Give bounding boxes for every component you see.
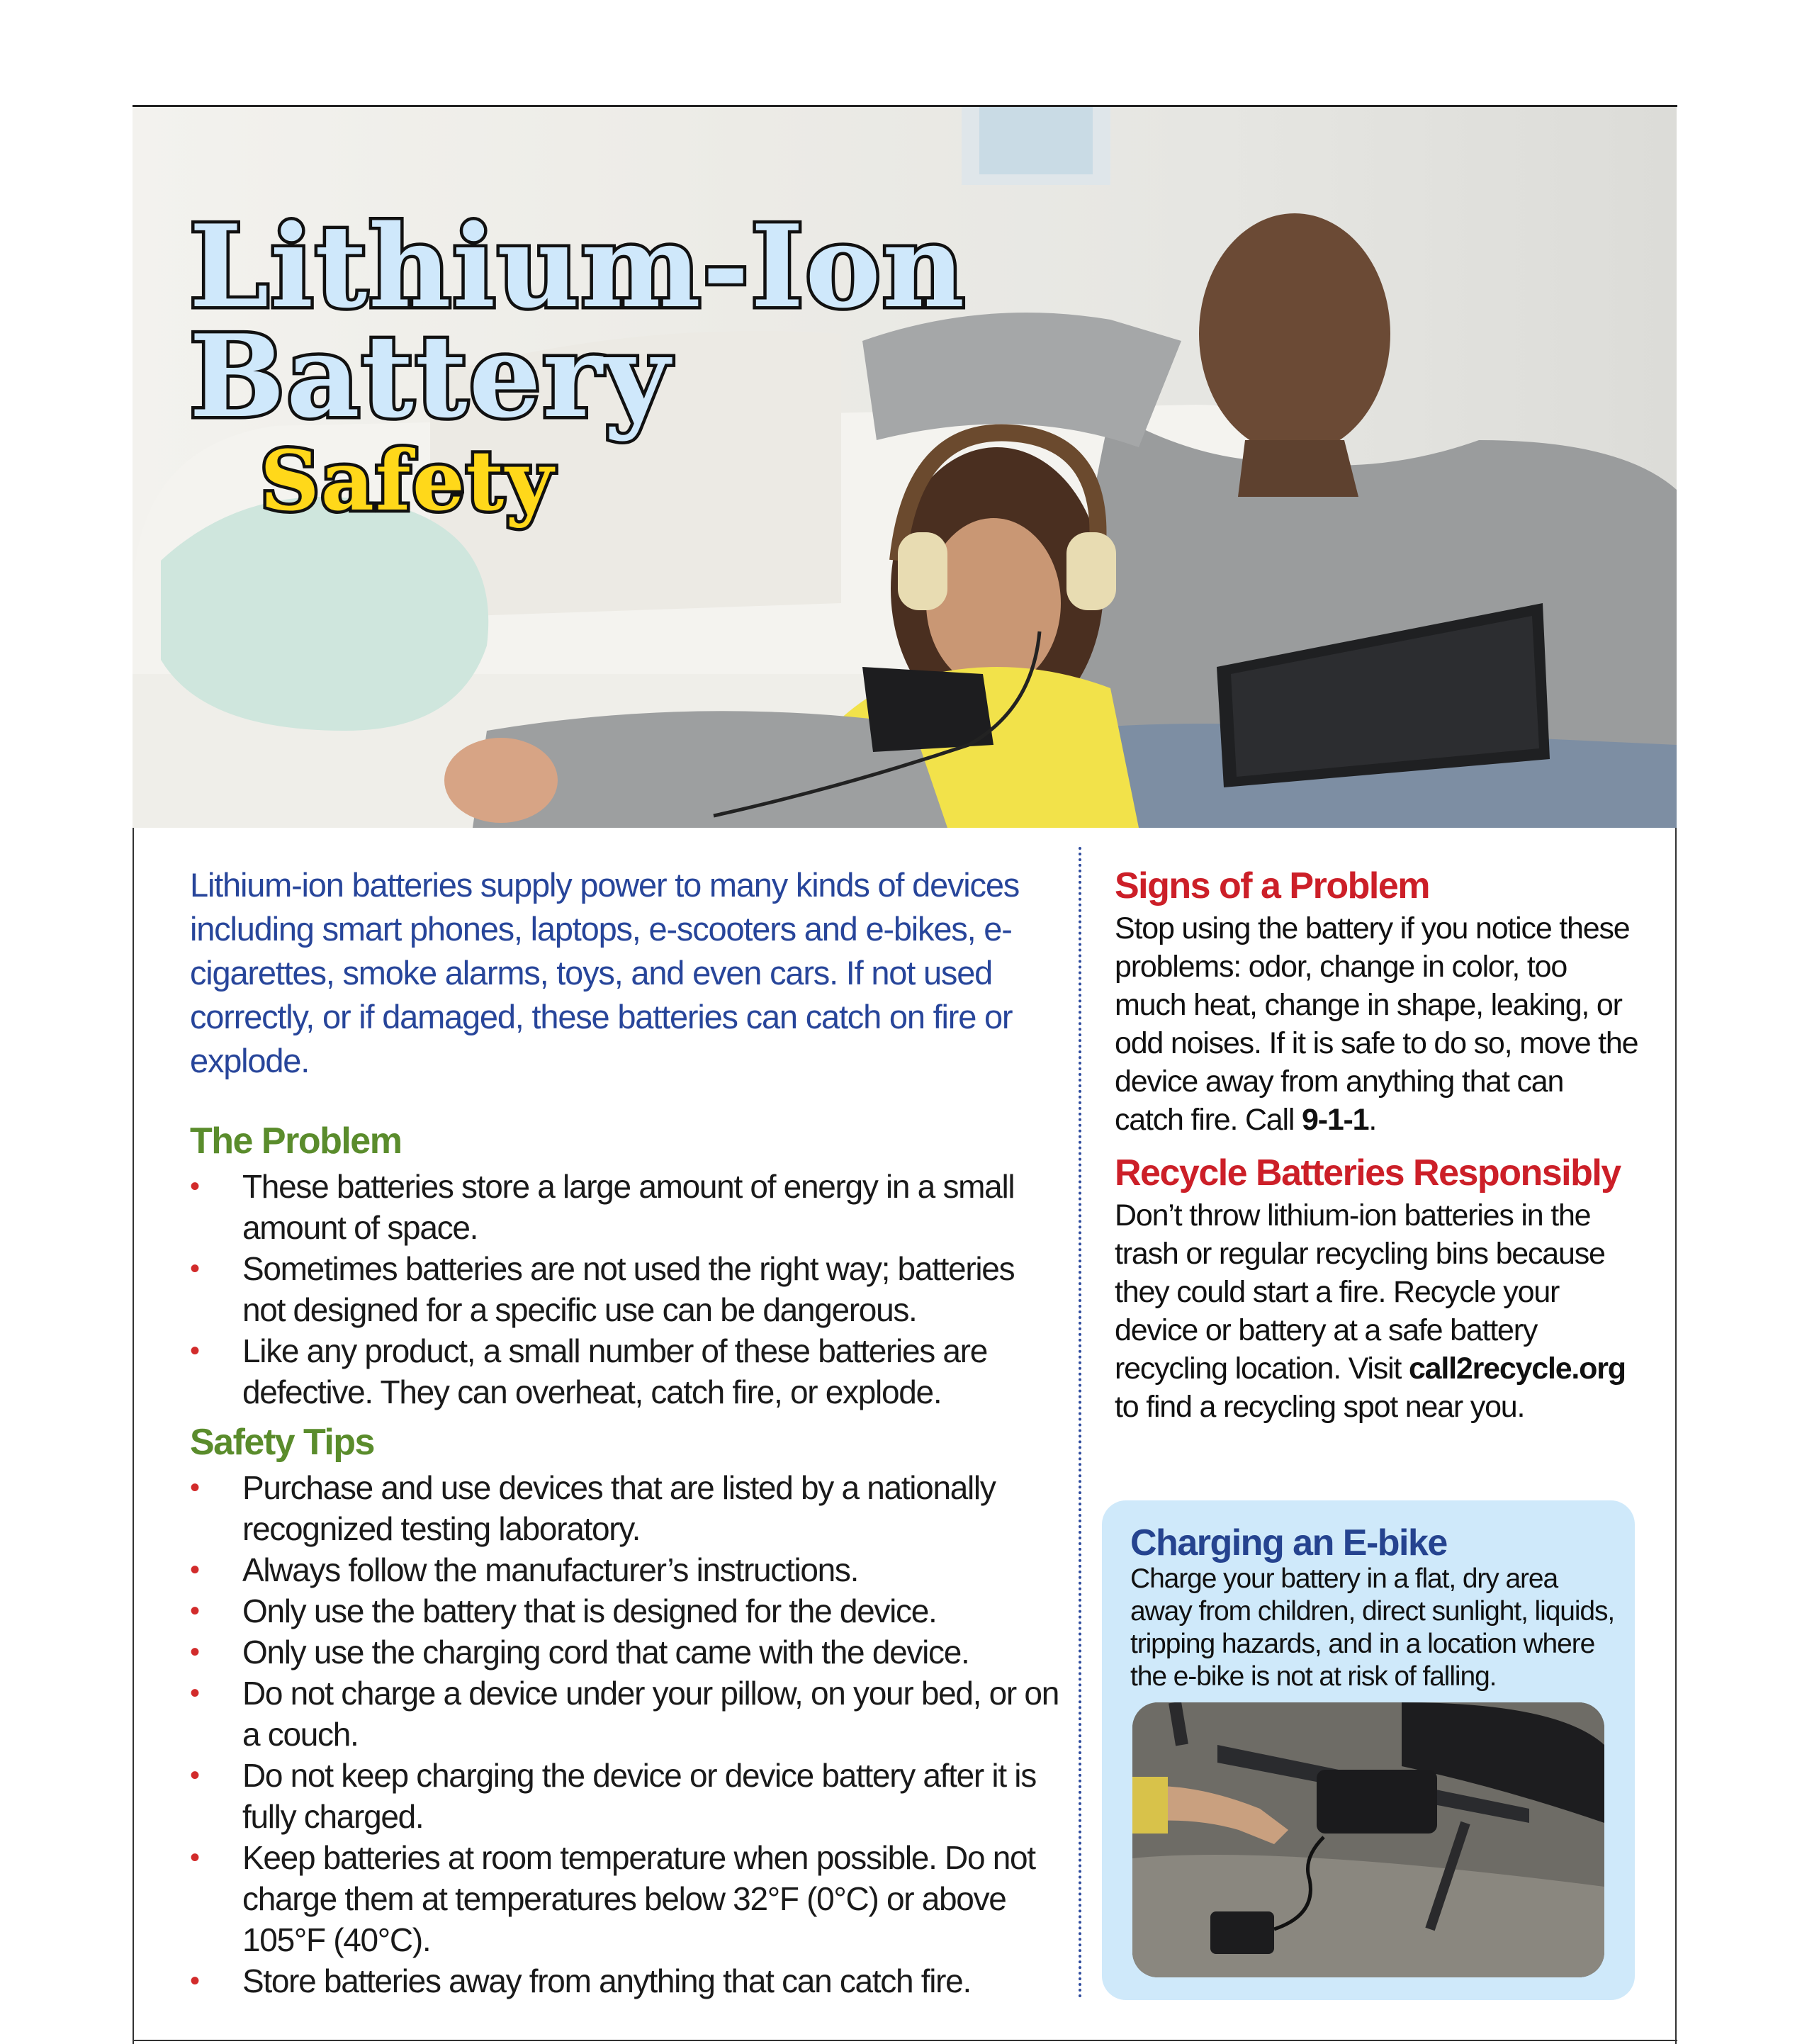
signs-text: Stop using the battery if you notice these problems: odor, change in color, too much heat, change in shape, leaking, or odd noises. If it is safe to do so, move the device away from anything that can catch fire. Call [1115, 911, 1638, 1137]
heading-the-problem: The Problem [190, 1121, 402, 1162]
ebike-paragraph: Charge your battery in a flat, dry area away from children, direct sunlight, liquids, tripping hazards, and in a location where the e-bike is not at risk of falling. [1130, 1563, 1615, 1692]
ebike-photo-illustration [1132, 1702, 1604, 1977]
list-item: • These batteries store a large amount of energy in a small amount of space. [190, 1166, 1062, 1248]
list-item: • Do not charge a device under your pillow, on your bed, or on a couch. [190, 1673, 1062, 1755]
heading-charging-ebike: Charging an E-bike [1130, 1522, 1447, 1563]
title-safety: Safety [260, 433, 555, 529]
list-item: • Only use the battery that is designed for the device. [190, 1590, 1062, 1632]
title-battery: Battery [189, 310, 671, 443]
bottom-rule [133, 2040, 1677, 2041]
emergency-number: 9-1-1 [1301, 1103, 1369, 1137]
list-item: • Store batteries away from anything that can catch fire. [190, 1960, 1062, 2001]
intro-paragraph: Lithium-ion batteries supply power to many kinds of devices including smart phones, laptops, e-scooters and e-bikes, e-cigarettes, smoke alarms, toys, and even cars. If not used correctly, or if damaged, these batteries can catch on fire or explode. [190, 866, 1020, 1079]
right-border [1675, 828, 1677, 2044]
ebike-card [1102, 1500, 1635, 2000]
left-border [133, 828, 134, 2044]
heading-recycle: Recycle Batteries Responsibly [1115, 1152, 1621, 1194]
list-item: • Only use the charging cord that came with the device. [190, 1632, 1062, 1673]
tips-list [190, 1467, 1062, 2001]
heading-signs-of-a-problem: Signs of a Problem [1115, 865, 1429, 906]
column-divider [1079, 847, 1081, 1999]
recycle-paragraph [1115, 1196, 1639, 1426]
list-item: • Do not keep charging the device or device battery after it is fully charged. [190, 1755, 1062, 1837]
problem-list [190, 1166, 1062, 1413]
recycle-text: Don’t throw lithium-ion batteries in the trash or regular recycling bins because they could start a fire. Recycle your device or battery at a safe battery recycling location. Visit [1115, 1198, 1605, 1386]
recycle-text-end: to find a recycling spot near you. [1115, 1390, 1525, 1424]
hero-photo [133, 107, 1677, 828]
signs-paragraph [1115, 909, 1639, 1139]
list-item: • Purchase and use devices that are listed by a nationally recognized testing laboratory. [190, 1467, 1062, 1549]
signs-text-end: . [1368, 1103, 1377, 1137]
heading-safety-tips: Safety Tips [190, 1422, 374, 1463]
title-lithium-ion: Lithium-Ion [189, 200, 967, 333]
list-item: • Always follow the manufacturer’s instructions. [190, 1549, 1062, 1590]
list-item: • Like any product, a small number of these batteries are defective. They can overheat, catch fire, or explode. [190, 1330, 1062, 1413]
ebike-charging-photo [1132, 1702, 1604, 1977]
list-item: • Keep batteries at room temperature when possible. Do not charge them at temperatures below 32°F (0°C) or above 105°F (40°C). [190, 1837, 1062, 1960]
recycle-link[interactable]: call2recycle.org [1408, 1352, 1626, 1386]
list-item: • Sometimes batteries are not used the right way; batteries not designed for a specific use can be dangerous. [190, 1248, 1062, 1330]
